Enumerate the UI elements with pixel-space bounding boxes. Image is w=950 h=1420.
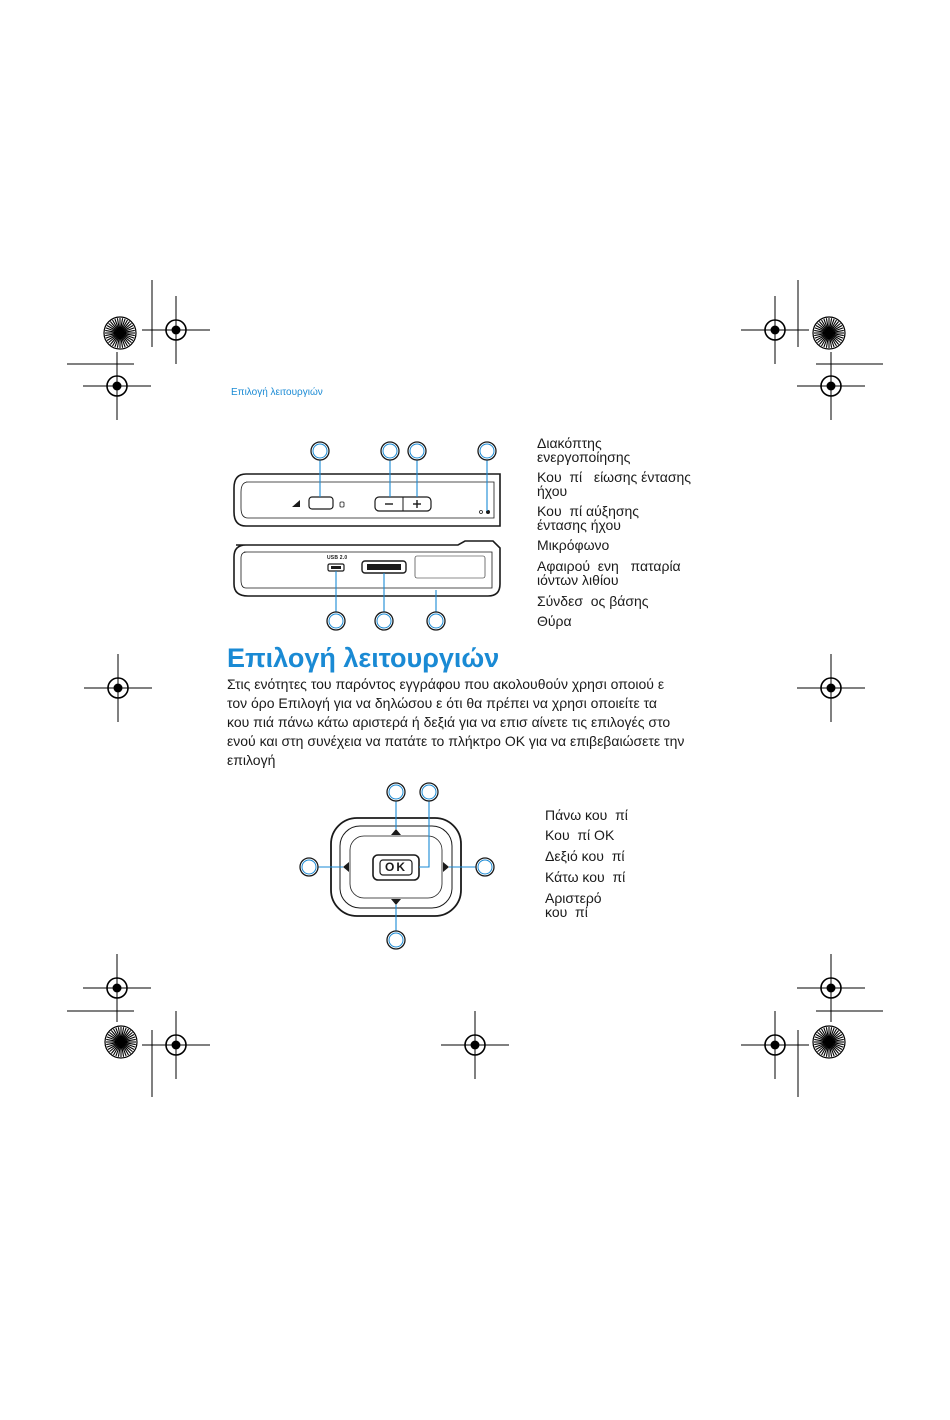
crosshair-mark bbox=[741, 296, 809, 364]
dpad-label-down: Κάτω κου πί bbox=[545, 869, 626, 885]
starburst-mark bbox=[813, 1026, 845, 1058]
body-line: επιλογή bbox=[227, 752, 276, 768]
dpad-label-left: Αριστερό κου πί bbox=[545, 890, 602, 920]
starburst-mark bbox=[813, 317, 845, 349]
device-callout-circles bbox=[311, 442, 496, 630]
dpad-label-ok: Κου πί OK bbox=[545, 827, 615, 843]
section-title: Επιλογή λειτουργιών bbox=[227, 643, 500, 673]
usb-port-label: USB 2.0 bbox=[327, 555, 348, 561]
body-line: τον όρο Επιλογή για να δηλώσου ε ότι θα πρέπει να χρησι οποιείτε τα bbox=[227, 695, 658, 711]
crosshair-mark bbox=[797, 654, 865, 722]
section-body bbox=[227, 675, 737, 770]
crosshair-mark bbox=[83, 352, 151, 420]
crosshair-mark bbox=[741, 1011, 809, 1079]
device-label-port: Θύρα bbox=[537, 613, 572, 629]
body-line: Στις ενότητες του παρόντος εγγράφου που ακολουθούν χρησι οποιού ε bbox=[227, 676, 665, 692]
device-label-power-switch: Διακόπτης ενεργοποίησης bbox=[537, 435, 631, 465]
dpad-label-up: Πάνω κου πί bbox=[545, 807, 628, 823]
body-line: ενού και στη συνέχεια να πατάτε το πλήκτρο OK για να επιβεβαιώσετε την bbox=[227, 733, 685, 749]
starburst-mark bbox=[105, 1026, 137, 1058]
device-label-microphone: Μικρόφωνο bbox=[537, 537, 610, 553]
running-head: Επιλογή λειτουργιών bbox=[231, 387, 323, 398]
crosshair-mark bbox=[83, 954, 151, 1022]
device-label-dock-connector: Σύνδεσ ος βάσης bbox=[537, 593, 649, 609]
dpad-label-right: Δεξιό κου πί bbox=[545, 848, 625, 864]
device-side-views bbox=[234, 459, 500, 612]
ok-button-label: OK bbox=[385, 860, 407, 874]
crosshair-mark bbox=[797, 954, 865, 1022]
device-label-battery: Αφαιρού ενη παταρία ιόντων λιθίου bbox=[537, 558, 681, 588]
crosshair-mark bbox=[84, 654, 152, 722]
body-line: κου πιά πάνω κάτω αριστερά ή δεξιά για να επισ αίνετε τις επιλογές στο bbox=[227, 714, 671, 730]
starburst-mark bbox=[104, 317, 136, 349]
crosshair-mark bbox=[797, 352, 865, 420]
device-label-volume-up: Κου πί αύξησης έντασης ήχου bbox=[537, 503, 640, 533]
crosshair-mark bbox=[441, 1011, 509, 1079]
device-label-volume-down: Κου πί είωσης έντασης ήχου bbox=[537, 469, 692, 499]
